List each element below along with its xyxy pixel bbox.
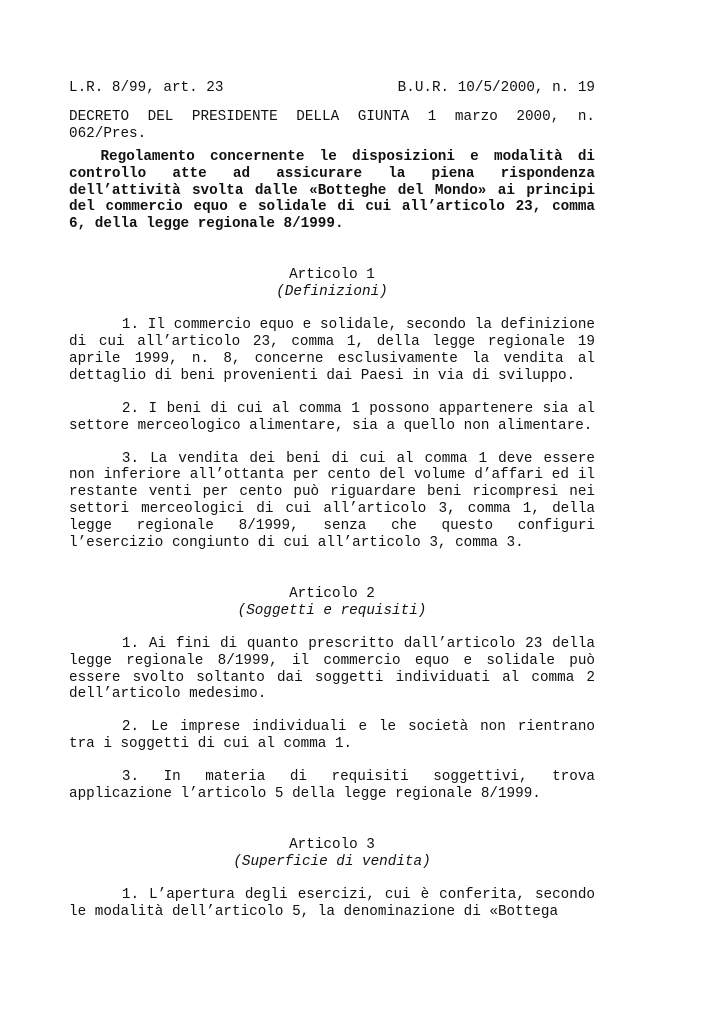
- article-paragraph: 1. L’apertura degli esercizi, cui è conferita, secondo le modalità dell’articolo 5, la denominazione di «Bottega: [69, 886, 595, 920]
- law-reference: L.R. 8/99, art. 23: [69, 80, 224, 96]
- article-3: [69, 837, 595, 921]
- article-paragraph: 2. I beni di cui al comma 1 possono appartenere sia al settore merceologico alimentare, sia a quello non alimentare.: [69, 400, 595, 434]
- article-subtitle: (Definizioni): [276, 284, 388, 301]
- article-paragraph: 1. Ai fini di quanto prescritto dall’articolo 23 della legge regionale 8/1999, il commercio equo e solidale può essere svolto soltanto dai soggetti individuati al comma 2 dell’articolo medesimo.: [69, 635, 595, 703]
- document-page: [69, 80, 595, 921]
- article-1: [69, 267, 595, 552]
- article-paragraph: 1. Il commercio equo e solidale, secondo la definizione di cui all’articolo 23, comma 1, della legge regionale 19 aprile 1999, n. 8, concerne esclusivamente la vendita al dettaglio di beni provenienti dai Paesi in via di sviluppo.: [69, 317, 595, 384]
- article-subtitle: (Superficie di vendita): [233, 853, 431, 870]
- regulation-title: Regolamento concernente le disposizioni e modalità di controllo atte ad assicurare la piena rispondenza dell’attività svolta dalle «Botteghe del Mondo» ai principi del commercio equo e solidale di cui all’articolo 23, comma 6, della legge regionale 8/1999.: [69, 148, 595, 233]
- decree-line: DECRETO DEL PRESIDENTE DELLA GIUNTA 1 marzo 2000, n.: [69, 108, 595, 125]
- bulletin-reference: B.U.R. 10/5/2000, n. 19: [397, 80, 595, 96]
- decree-number: 062/Pres.: [69, 125, 147, 142]
- article-paragraph: 3. La vendita dei beni di cui al comma 1 deve essere non inferiore all’ottanta per cento del volume d’affari ed il restante venti per cento può riguardare beni ricompresi nei settori merceologici di cui all’articolo 3, comma 1, della legge regionale 8/1999, senza che questo configuri l’esercizio congiunto di cui all’articolo 3, comma 3.: [69, 450, 595, 552]
- article-number: Articolo 3: [289, 837, 375, 853]
- article-paragraph: 2. Le imprese individuali e le società non rientrano tra i soggetti di cui al comma 1.: [69, 719, 595, 753]
- article-2: [69, 586, 595, 803]
- article-number: Articolo 2: [289, 585, 375, 602]
- article-number: Articolo 1: [289, 267, 375, 284]
- article-paragraph: 3. In materia di requisiti soggettivi, trova applicazione l’articolo 5 della legge regionale 8/1999.: [69, 769, 595, 803]
- document-header: [69, 80, 595, 97]
- article-subtitle: (Soggetti e requisiti): [237, 602, 427, 619]
